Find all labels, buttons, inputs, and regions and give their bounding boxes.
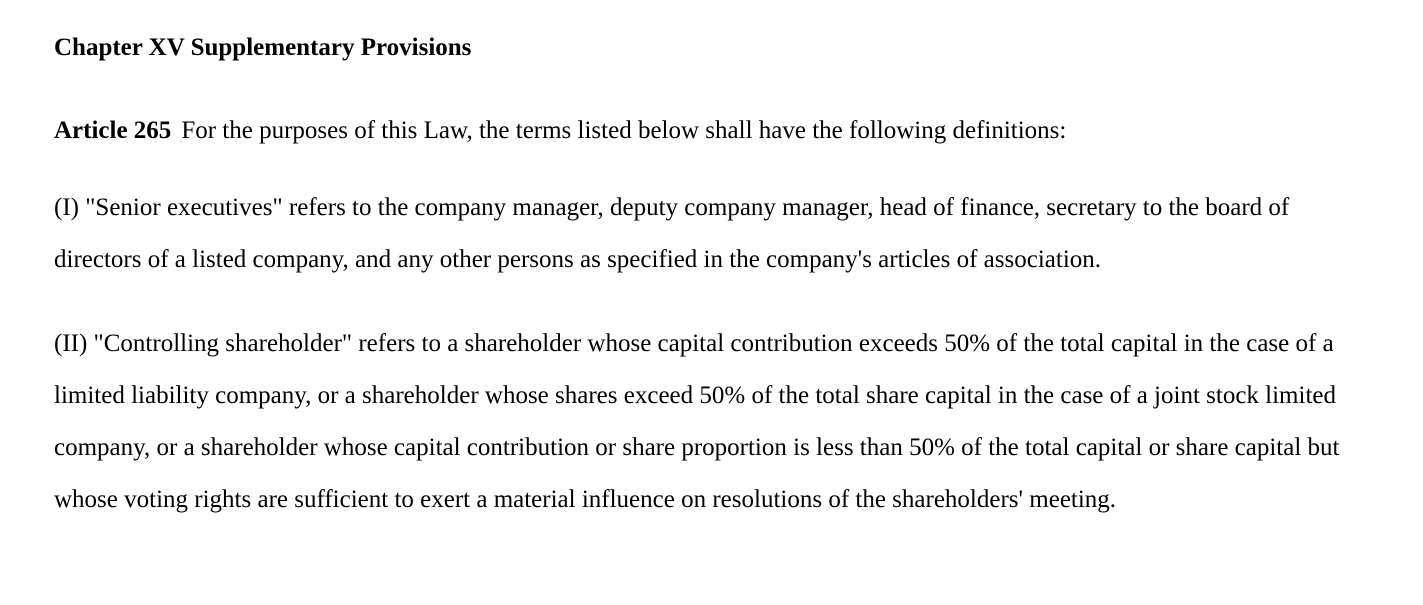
article-number: Article 265 <box>54 117 172 144</box>
article-265 <box>54 111 1423 151</box>
clause-senior-executives: (I) "Senior executives" refers to the company manager, deputy company manager, head of finance, secretary to the board of directors of a listed company, and any other persons as specified in the company's articles of association. <box>54 194 1290 273</box>
clause-controlling-shareholder: (II) "Controlling shareholder" refers to a shareholder whose capital contribution exceeds 50% of the total capital in the case of a limited liability company, or a shareholder whose shares exceed 50% of the total share capital in the case of a joint stock limited company, or a shareholder whose capital contribution or share proportion is less than 50% of the total capital or share capital but whose voting rights are sufficient to exert a material influence on resolutions of the shareholders' meeting. <box>54 330 1340 513</box>
article-intro: For the purposes of this Law, the terms listed below shall have the following definitions: <box>181 117 1067 144</box>
chapter-title: Chapter XV Supplementary Provisions <box>54 34 472 61</box>
